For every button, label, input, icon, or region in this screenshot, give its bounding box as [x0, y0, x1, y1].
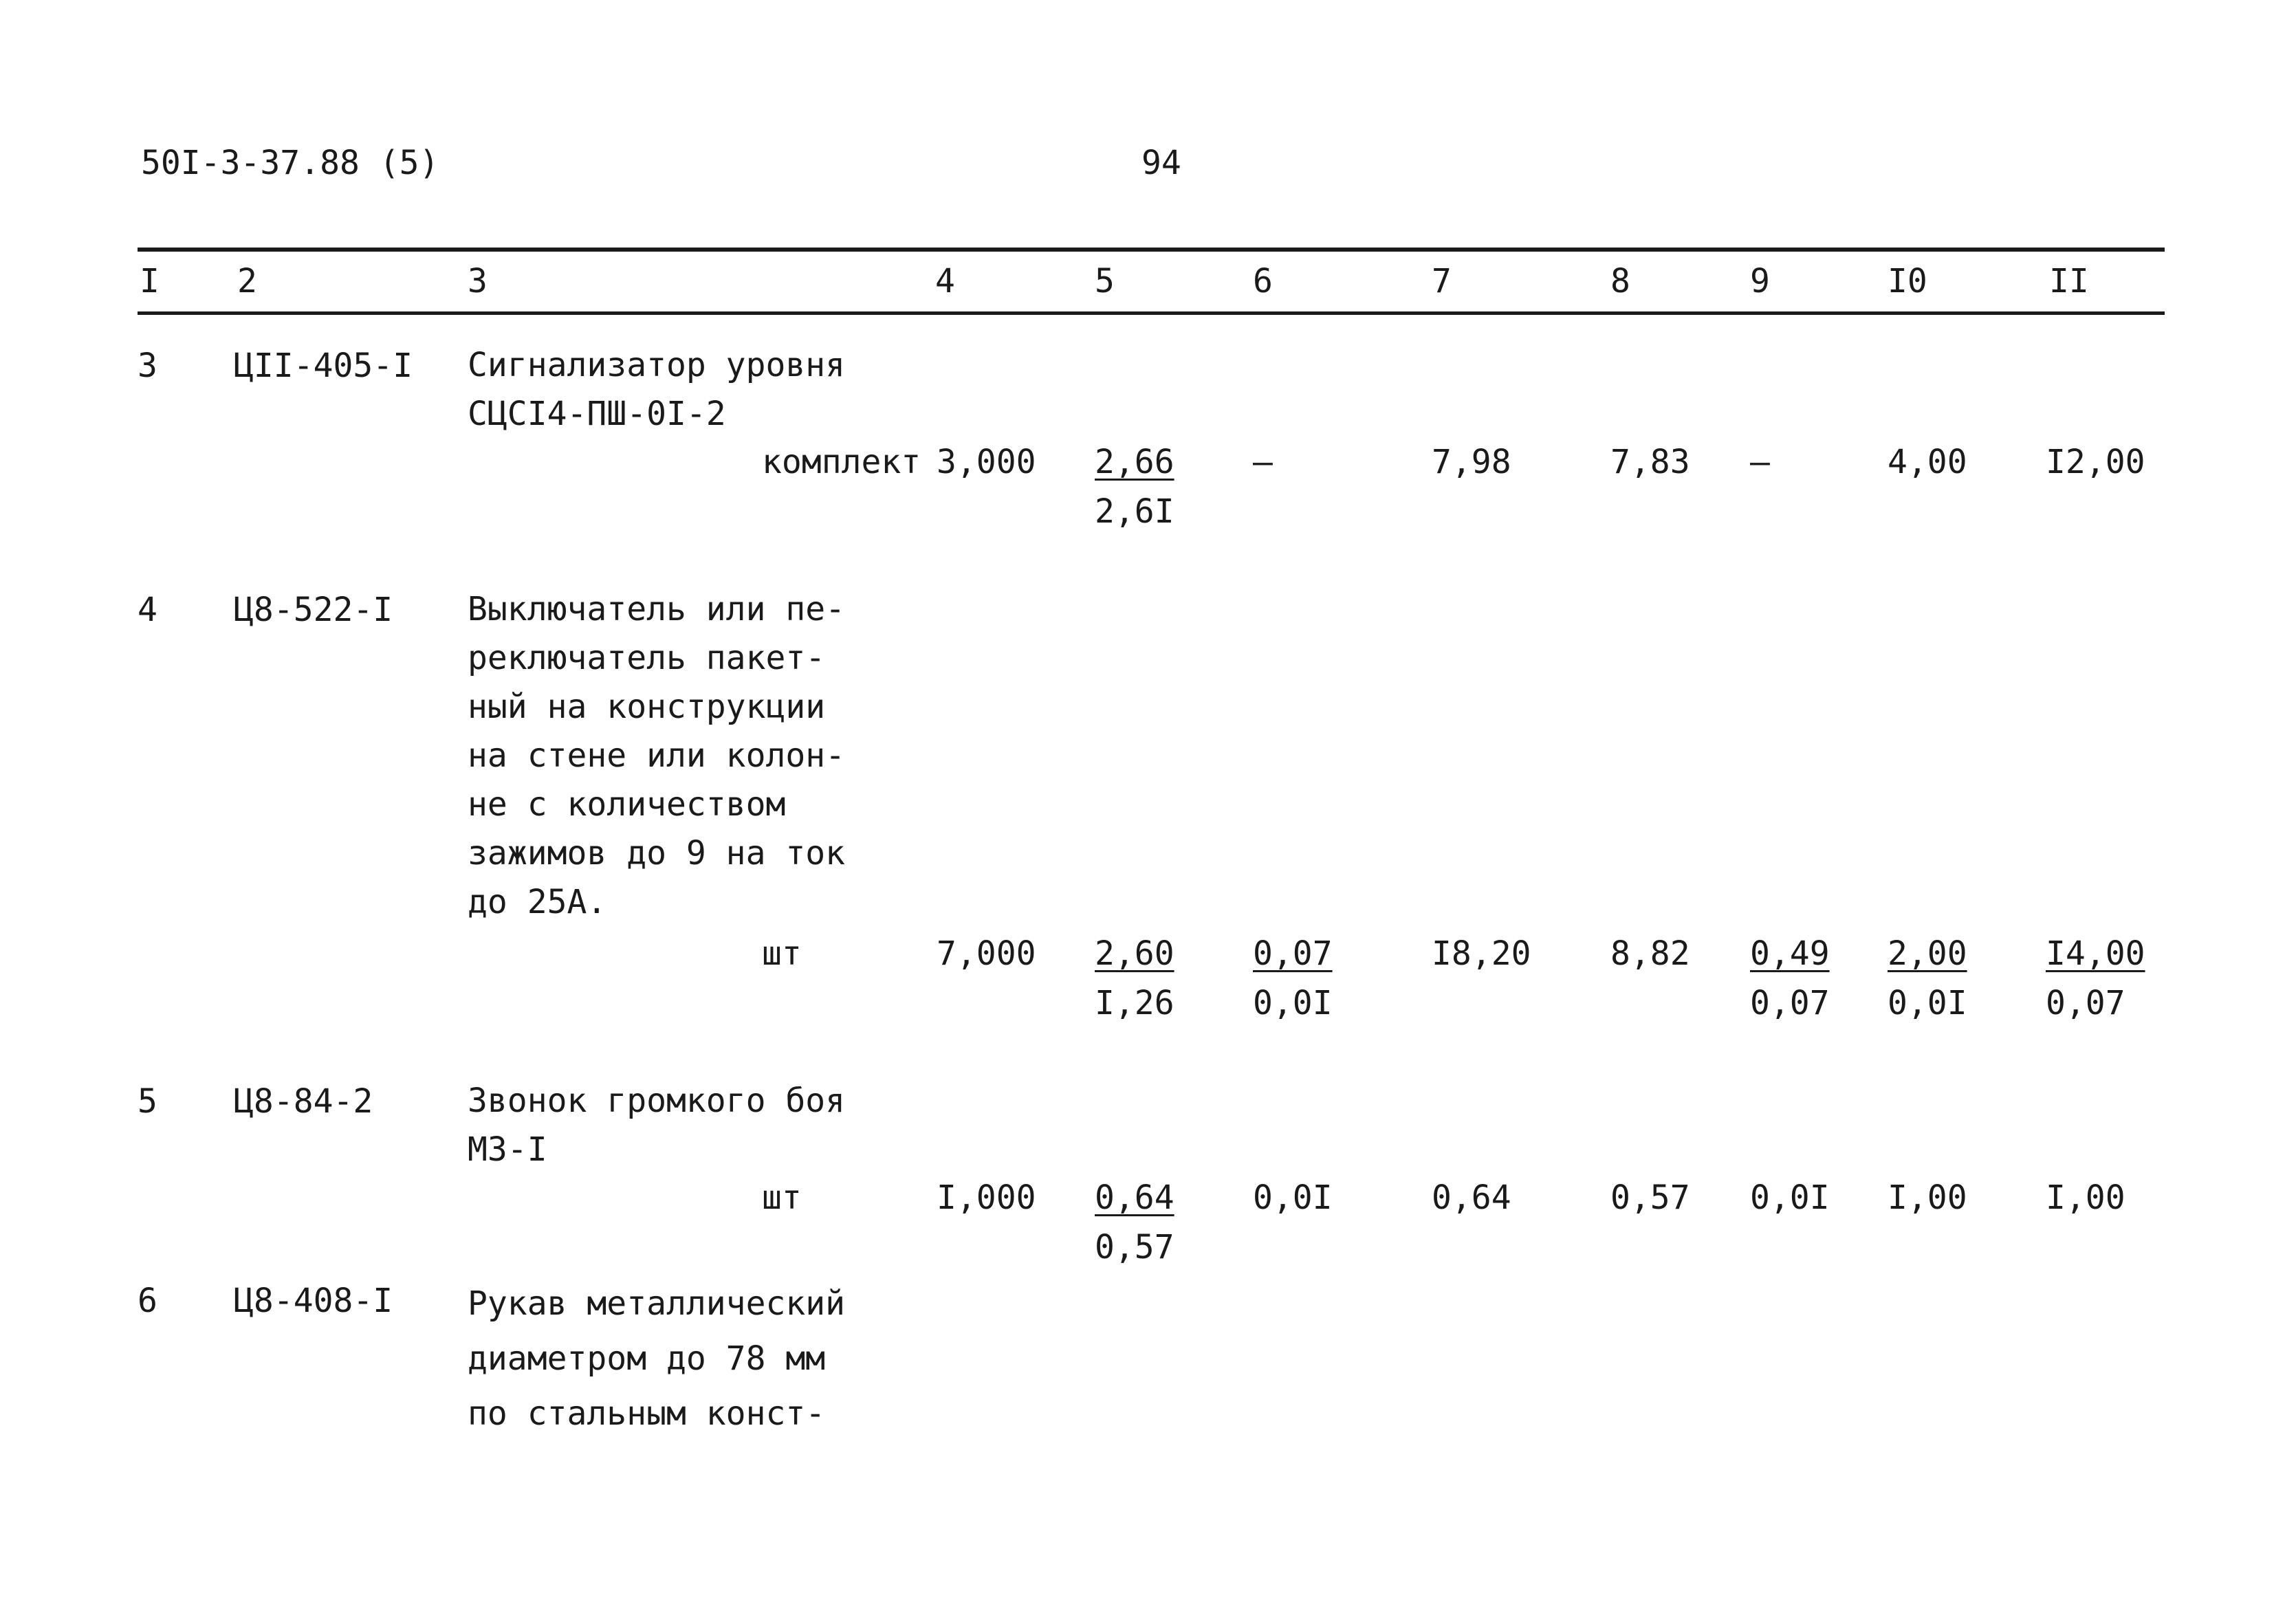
- col11-top-value: I4,00: [2046, 934, 2145, 973]
- col5-top-value: 2,66: [1095, 443, 1174, 481]
- column-header-8: 8: [1610, 262, 1630, 300]
- col8-value: 7,83: [1610, 443, 1690, 481]
- row-number: 3: [138, 347, 157, 385]
- row-code: Ц8-408-I: [234, 1282, 393, 1320]
- col7-value: 7,98: [1432, 443, 1511, 481]
- col11-top-value: I2,00: [2046, 443, 2145, 481]
- row-quantity: 7,000: [937, 934, 1036, 973]
- col7-value: 0,64: [1432, 1178, 1511, 1217]
- col6-bottom-value: 0,0I: [1253, 984, 1333, 1022]
- col6-top-value: 0,07: [1253, 934, 1333, 973]
- table-header-rule: [138, 311, 2165, 315]
- col5-bottom-value: I,26: [1095, 984, 1174, 1022]
- col9-top-value: –: [1750, 443, 1770, 481]
- table-top-rule: [138, 248, 2165, 252]
- column-header-4: 4: [935, 262, 955, 300]
- col5-bottom-value: 0,57: [1095, 1228, 1174, 1266]
- col9-bottom-value: 0,07: [1750, 984, 1830, 1022]
- row-description: Сигнализатор уровня СЦСI4-ПШ-0I-2: [468, 346, 846, 433]
- col9-top-value: 0,0I: [1750, 1178, 1830, 1217]
- column-header-3: 3: [468, 262, 488, 300]
- row-description: Звонок громкого боя МЗ-I: [468, 1082, 846, 1169]
- page-number: 94: [1141, 144, 1181, 182]
- col10-top-value: 4,00: [1888, 443, 1967, 481]
- column-header-6: 6: [1253, 262, 1273, 300]
- row-number: 5: [138, 1082, 157, 1121]
- col11-top-value: I,00: [2046, 1178, 2125, 1217]
- column-header-10: I0: [1888, 262, 1927, 300]
- col5-top-value: 2,60: [1095, 934, 1174, 973]
- row-unit: шт: [762, 934, 802, 973]
- row-quantity: 3,000: [937, 443, 1036, 481]
- col9-top-value: 0,49: [1750, 934, 1830, 973]
- document-code: 50I-3-37.88 (5): [141, 144, 439, 182]
- row-unit: комплект: [762, 443, 921, 481]
- col11-bottom-value: 0,07: [2046, 984, 2125, 1022]
- row-quantity: I,000: [937, 1178, 1036, 1217]
- col10-bottom-value: 0,0I: [1888, 984, 1967, 1022]
- column-header-11: II: [2049, 262, 2089, 300]
- row-description: Выключатель или пе- реключатель пакет- ный на конструкции на стене или колон- не с количеством зажимов до 9 на ток до 25А.: [468, 590, 846, 921]
- column-header-1: I: [140, 262, 160, 300]
- column-header-9: 9: [1750, 262, 1770, 300]
- col7-value: I8,20: [1432, 934, 1531, 973]
- col10-top-value: 2,00: [1888, 934, 1967, 973]
- col8-value: 8,82: [1610, 934, 1690, 973]
- column-header-7: 7: [1432, 262, 1452, 300]
- row-description: Рукав металлический диаметром до 78 мм по стальным конст-: [468, 1284, 846, 1433]
- column-header-5: 5: [1095, 262, 1115, 300]
- col8-value: 0,57: [1610, 1178, 1690, 1217]
- col6-top-value: –: [1253, 443, 1273, 481]
- row-unit: шт: [762, 1178, 802, 1217]
- column-header-2: 2: [237, 262, 257, 300]
- col5-bottom-value: 2,6I: [1095, 492, 1174, 531]
- col6-top-value: 0,0I: [1253, 1178, 1333, 1217]
- row-code: Ц8-84-2: [234, 1082, 373, 1121]
- row-number: 4: [138, 591, 157, 629]
- row-code: Ц8-522-I: [234, 591, 393, 629]
- row-code: ЦII-405-I: [234, 347, 413, 385]
- row-number: 6: [138, 1282, 157, 1320]
- col5-top-value: 0,64: [1095, 1178, 1174, 1217]
- col10-top-value: I,00: [1888, 1178, 1967, 1217]
